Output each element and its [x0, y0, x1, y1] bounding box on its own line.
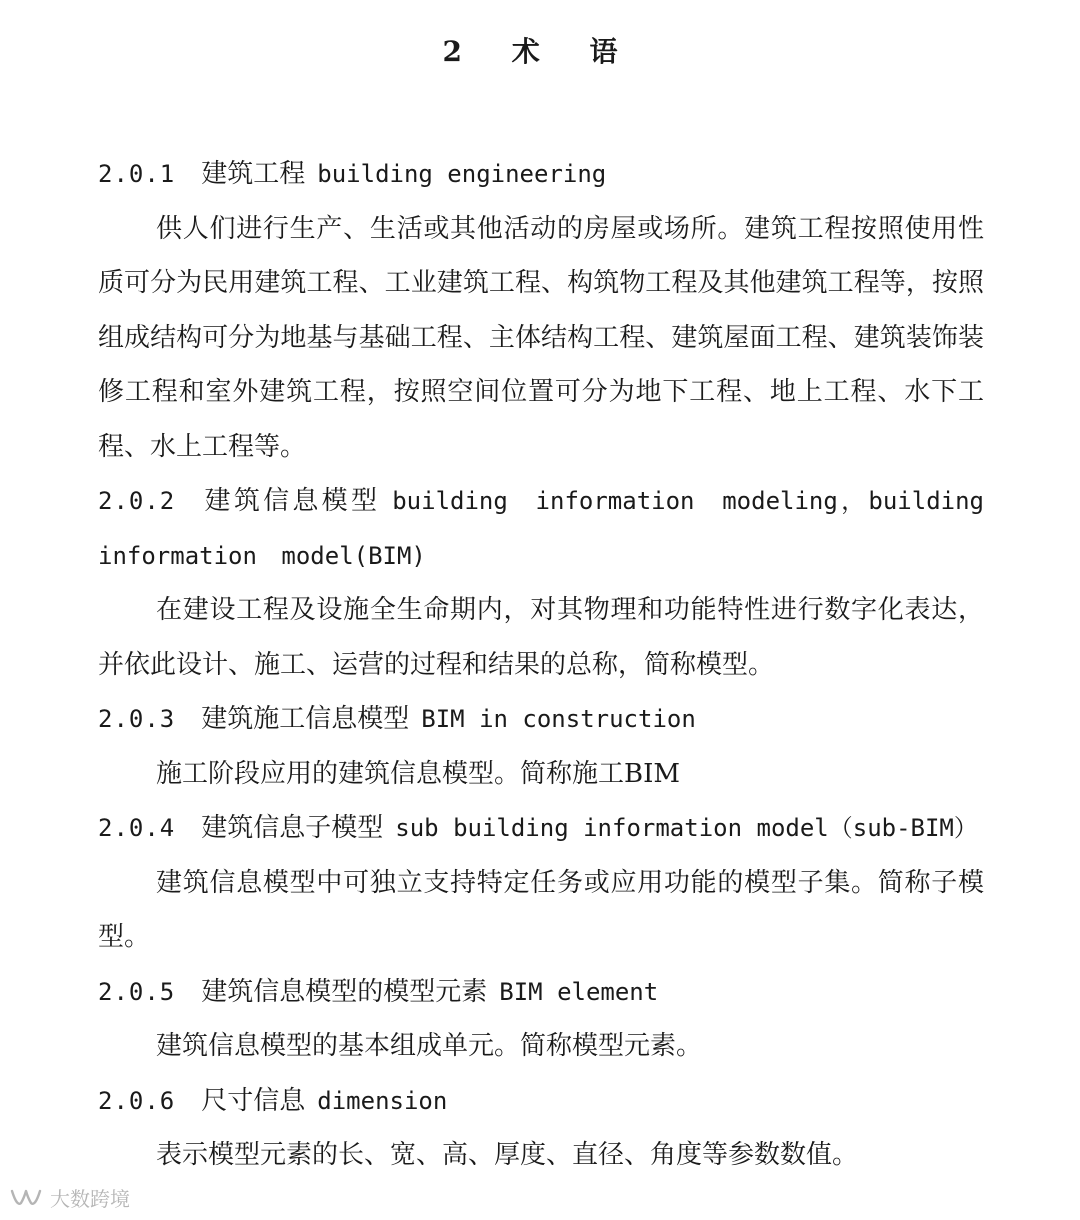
watermark — [8, 1183, 130, 1212]
term-entry — [98, 1074, 984, 1183]
term-number: 2.0.5 — [98, 977, 176, 1006]
term-number: 2.0.6 — [98, 1086, 176, 1115]
term-number: 2.0.3 — [98, 705, 176, 733]
term-english: dimension — [317, 1086, 448, 1115]
term-entry — [98, 147, 984, 474]
term-number: 2.0.4 — [98, 814, 176, 842]
term-english: sub building information model（sub-BIM） — [395, 814, 978, 842]
term-heading — [98, 474, 984, 583]
term-definition: 表示模型元素的长、宽、高、厚度、直径、角度等参数数值。 — [156, 1140, 859, 1170]
term-entry — [98, 692, 984, 801]
term-chinese: 建筑信息子模型 — [201, 813, 384, 843]
term-heading — [98, 965, 984, 1020]
term-english: BIM element — [499, 977, 659, 1006]
term-chinese: 建筑工程 — [201, 159, 306, 189]
term-entry — [98, 801, 984, 965]
term-definition: 建筑信息模型中可独立支持特定任务或应用功能的模型子集。简称子模型。 — [98, 867, 984, 952]
term-chinese: 建筑施工信息模型 — [201, 704, 410, 734]
wechat-channel-logo-icon — [8, 1185, 44, 1211]
watermark-text: 大数跨境 — [50, 1187, 130, 1211]
term-number: 2.0.2 — [98, 487, 176, 515]
term-definition: 在建设工程及设施全生命期内，对其物理和功能特性进行数字化表达，并依此设计、施工、运营的过程和结果的总称，简称模型。 — [98, 595, 984, 680]
term-english: BIM in construction — [421, 705, 696, 733]
term-entry — [98, 474, 984, 692]
term-chinese: 建筑信息模型 — [201, 486, 381, 516]
term-chinese: 建筑信息模型的模型元素 — [201, 976, 488, 1007]
section-title: 2 术 语 — [442, 35, 638, 68]
term-heading — [98, 147, 984, 202]
term-english: building engineering — [317, 160, 607, 188]
term-entry — [98, 965, 984, 1074]
term-heading — [98, 1074, 984, 1129]
term-definition: 供人们进行生产、生活或其他活动的房屋或场所。建筑工程按照使用性质可分为民用建筑工程、工业建筑工程、构筑物工程及其他建筑工程等，按照组成结构可分为地基与基础工程、主体结构工程、建筑屋面工程、建筑装饰装修工程和室外建筑工程，按照空间位置可分为地下工程、地上工程、水下工程、水上工程等。 — [98, 213, 984, 462]
term-number: 2.0.1 — [98, 160, 176, 188]
term-chinese: 尺寸信息 — [201, 1085, 306, 1116]
term-heading — [98, 801, 984, 856]
term-definition: 建筑信息模型的基本组成单元。简称模型元素。 — [156, 1031, 703, 1061]
term-heading — [98, 692, 984, 747]
terms-list — [98, 147, 984, 1183]
term-definition: 施工阶段应用的建筑信息模型。简称施工BIM — [156, 758, 680, 789]
term-english: building information modeling，building information model(BIM) — [98, 487, 984, 570]
